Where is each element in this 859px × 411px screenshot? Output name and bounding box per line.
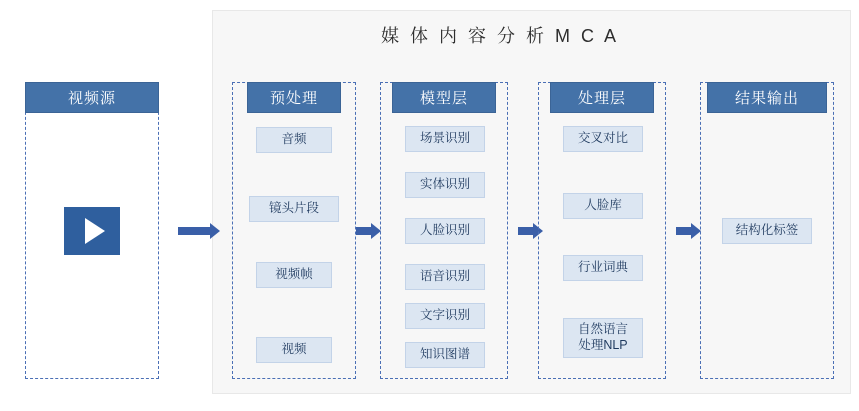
chip-preprocess-0[interactable]: 音频 xyxy=(256,127,332,153)
column-header-video-source: 视频源 xyxy=(25,82,159,113)
chip-process-2[interactable]: 行业词典 xyxy=(563,255,643,281)
column-header-preprocess: 预处理 xyxy=(247,82,341,113)
chip-process-0[interactable]: 交叉对比 xyxy=(563,126,643,152)
column-header-result-output: 结果输出 xyxy=(707,82,827,113)
chip-model-4[interactable]: 文字识别 xyxy=(405,303,485,329)
chip-result-0[interactable]: 结构化标签 xyxy=(722,218,812,244)
arrow-1 xyxy=(178,227,220,235)
chip-model-5[interactable]: 知识图谱 xyxy=(405,342,485,368)
column-header-model-layer: 模型层 xyxy=(392,82,496,113)
play-triangle xyxy=(85,218,105,244)
arrow-1-shaft xyxy=(178,227,210,235)
chip-preprocess-1[interactable]: 镜头片段 xyxy=(249,196,339,222)
play-icon xyxy=(64,207,120,255)
chip-model-3[interactable]: 语音识别 xyxy=(405,264,485,290)
chip-model-0[interactable]: 场景识别 xyxy=(405,126,485,152)
arrow-1-head xyxy=(210,223,220,239)
chip-model-1[interactable]: 实体识别 xyxy=(405,172,485,198)
arrow-2 xyxy=(356,227,381,235)
diagram-title: 媒 体 内 容 分 析 M C A xyxy=(381,26,620,46)
chip-process-3[interactable]: 自然语言 处理NLP xyxy=(563,318,643,358)
arrow-3-shaft xyxy=(518,227,533,235)
chip-process-1[interactable]: 人脸库 xyxy=(563,193,643,219)
chip-model-2[interactable]: 人脸识别 xyxy=(405,218,485,244)
chip-preprocess-3[interactable]: 视频 xyxy=(256,337,332,363)
arrow-4-shaft xyxy=(676,227,691,235)
column-header-process-layer: 处理层 xyxy=(550,82,654,113)
arrow-2-shaft xyxy=(356,227,371,235)
chip-preprocess-2[interactable]: 视频帧 xyxy=(256,262,332,288)
arrow-4 xyxy=(676,227,701,235)
